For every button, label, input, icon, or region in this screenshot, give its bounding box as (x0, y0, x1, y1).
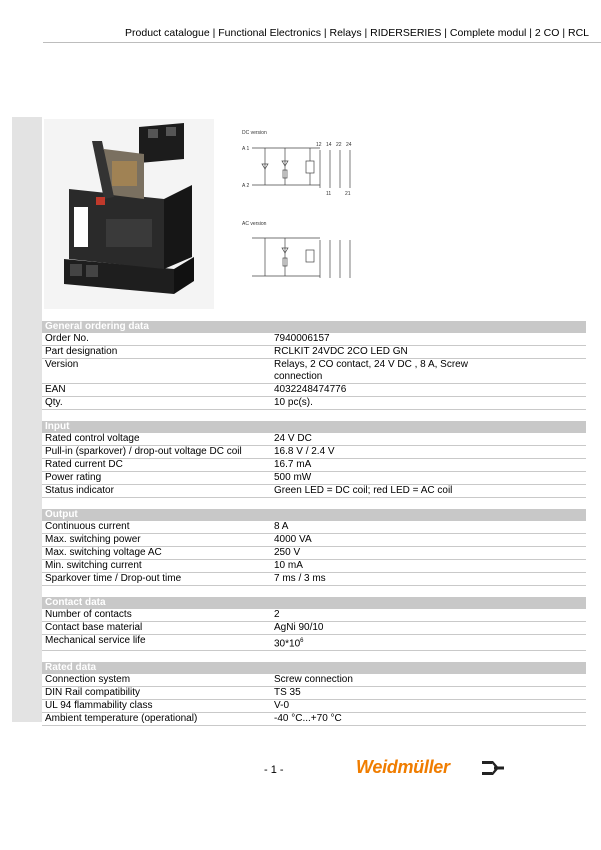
table-row (42, 384, 586, 397)
pin-a2-label: A 2 (242, 183, 250, 189)
section-output (42, 509, 586, 586)
logo-symbol-icon (482, 759, 504, 777)
row-key: Continuous current (45, 521, 130, 532)
pin-14-label: 14 (326, 142, 332, 148)
table-row (42, 713, 586, 726)
pin-a1-label: A 1 (242, 146, 250, 152)
row-key: Contact base material (45, 622, 143, 633)
table-row (42, 346, 586, 359)
row-value: AgNi 90/10 (274, 622, 324, 633)
row-key: Number of contacts (45, 609, 132, 620)
row-key: Part designation (45, 346, 118, 357)
product-data-table (42, 321, 586, 726)
pin-21-label: 21 (345, 191, 351, 197)
row-value: 7 ms / 3 ms (274, 573, 326, 584)
row-value: 250 V (274, 547, 301, 558)
table-row (42, 521, 586, 534)
table-row (42, 573, 586, 586)
row-key: Mechanical service life (45, 635, 146, 646)
table-row (42, 609, 586, 622)
row-key: Qty. (45, 397, 63, 408)
row-key: Connection system (45, 674, 131, 686)
row-key: Max. switching power (45, 534, 141, 545)
section-contact-data (42, 597, 586, 651)
page-number: - 1 - (264, 764, 284, 776)
row-value: Relays, 2 CO contact, 24 V DC , 8 A, Screw connection (274, 359, 468, 382)
row-value: 2 (274, 609, 280, 620)
row-value: 4000 VA (274, 534, 312, 545)
pin-24-label: 24 (346, 142, 352, 148)
left-margin-bar (12, 117, 42, 722)
logo-wordmark: Weidmüller (356, 757, 450, 777)
section-header: Output (42, 509, 586, 521)
product-image (44, 119, 214, 309)
row-key: Ambient temperature (operational) (45, 713, 198, 725)
row-value: V-0 (274, 700, 290, 712)
row-key: Rated control voltage (45, 433, 140, 444)
row-value: 4032248474776 (274, 384, 347, 395)
pin-12-label: 12 (316, 142, 322, 148)
table-row (42, 433, 586, 446)
row-key: Max. switching voltage AC (45, 547, 162, 558)
row-key: UL 94 flammability class (45, 700, 153, 712)
row-value: -40 °C...+70 °C (274, 713, 342, 725)
row-value: 16.7 mA (274, 459, 312, 470)
table-row (42, 446, 586, 459)
table-row (42, 397, 586, 410)
row-key: Order No. (45, 333, 89, 344)
section-header: Contact data (42, 597, 586, 609)
row-value: 10 pc(s). (274, 397, 313, 408)
table-row (42, 635, 586, 651)
table-row (42, 547, 586, 560)
table-row (42, 333, 586, 346)
pin-11-label: 11 (326, 191, 332, 197)
row-key: Power rating (45, 472, 102, 483)
table-row (42, 459, 586, 472)
table-row (42, 622, 586, 635)
table-row (42, 687, 586, 700)
ac-version-label: AC version (242, 221, 267, 227)
row-key: EAN (45, 384, 66, 395)
header-divider (43, 42, 601, 43)
section-input (42, 421, 586, 498)
row-key: Status indicator (45, 485, 114, 496)
section-header: Rated data (42, 662, 586, 674)
row-value-base: 30*10 (274, 638, 301, 650)
row-key: Rated current DC (45, 459, 123, 470)
table-row (42, 674, 586, 687)
row-value: TS 35 (274, 687, 301, 699)
row-value: 7940006157 (274, 333, 330, 344)
dc-version-label: DC version (242, 130, 267, 136)
row-value: Green LED = DC coil; red LED = AC coil (274, 485, 453, 496)
row-key: DIN Rail compatibility (45, 687, 141, 699)
table-row (42, 700, 586, 713)
table-row (42, 560, 586, 573)
row-value: 500 mW (274, 472, 312, 483)
section-header: General ordering data (42, 321, 586, 333)
row-value: 10 mA (274, 560, 303, 571)
schematic-diagrams (240, 128, 370, 298)
section-general-ordering-data (42, 321, 586, 410)
pin-22-label: 22 (336, 142, 342, 148)
row-key: Min. switching current (45, 560, 142, 571)
row-value (274, 635, 586, 650)
table-row (42, 485, 586, 498)
section-rated-data (42, 662, 586, 726)
row-value: 8 A (274, 521, 289, 532)
table-row (42, 534, 586, 547)
row-key: Pull-in (sparkover) / drop-out voltage DC coil (45, 446, 242, 457)
row-value: RCLKIT 24VDC 2CO LED GN (274, 346, 408, 357)
section-header: Input (42, 421, 586, 433)
table-row (42, 359, 586, 384)
row-key: Sparkover time / Drop-out time (45, 573, 182, 584)
row-key: Version (45, 359, 79, 370)
weidmuller-logo (356, 757, 506, 779)
row-value-exponent: 6 (300, 638, 304, 644)
table-row (42, 472, 586, 485)
row-value: Screw connection (274, 674, 353, 686)
row-value: 24 V DC (274, 433, 312, 444)
row-value: 16.8 V / 2.4 V (274, 446, 335, 457)
breadcrumb: Product catalogue | Functional Electronics | Relays | RIDERSERIES | Complete modul | 2 CO | RCL (125, 27, 589, 39)
